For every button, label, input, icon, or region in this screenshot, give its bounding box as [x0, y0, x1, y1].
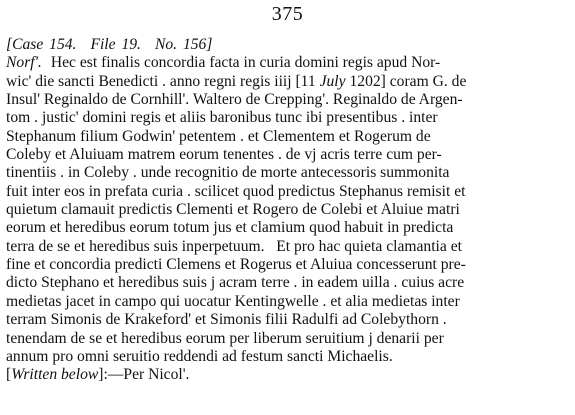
text-line: tinentiis . in Coleby . unde recognitio de morte antecessoris summonita — [6, 164, 450, 182]
text-line: tom . justic' domini regis et aliis baronibus tunc ibi presentibus . inter — [6, 109, 438, 127]
text-line: Stephanum filium Godwin' petentem . et Clementem et Rogerum de — [6, 127, 431, 145]
text-line: terram Simonis de Krakeford' et Simonis filii Radulfi ad Colebythorn . — [6, 311, 447, 329]
document-text — [6, 36, 566, 385]
text-line: terra de se et heredibus suis inperpetuum. Et pro hac quieta clamantia et — [6, 237, 462, 255]
county-label: Norf'. — [6, 54, 42, 72]
text-line: fine et concordia predicti Clemens et Rogerus et Aluiua concesserunt pre- — [6, 256, 466, 274]
text-line: tenendam de se et heredibus eorum per liberum seruitium j denarii per — [6, 329, 444, 347]
file-label: File 19. — [90, 36, 141, 53]
open-bracket: [ — [6, 36, 13, 53]
text-line: eorum et heredibus eorum totum jus et clamium quod habuit in predicta — [6, 219, 454, 237]
footer-line — [6, 366, 566, 384]
footer-open-bracket: [ — [6, 366, 12, 384]
text-line-1 — [6, 54, 566, 72]
text-line: dicto Stephano et heredibus suis j acram terre . in eadem uilla . cuius acre — [6, 274, 465, 292]
case-header — [6, 36, 566, 54]
footer-signature: :—Per Nicol'. — [103, 366, 190, 384]
first-line-text: Hec est finalis concordia facta in curia domini regis apud Nor- — [50, 54, 441, 72]
text-line: Coleby et Aluiuam matrem eorum tenentes . de vj acris terre cum per- — [6, 146, 442, 164]
text-line: medietas jacet in campo qui uocatur Kentingwelle . et alia medietas inter — [6, 292, 460, 310]
page-number: 375 — [271, 3, 304, 25]
line-2-after: 1202] coram G. de — [345, 72, 467, 90]
footer-close-bracket: ] — [98, 366, 104, 384]
text-line-2 — [6, 73, 566, 91]
no-label: No. 156] — [154, 36, 213, 53]
line-2-before: wic' die sancti Benedicti . anno regni regis iiij [11 — [6, 72, 320, 90]
text-line: annum pro omni seruitio reddendi ad festum sancti Michaelis. — [6, 347, 393, 365]
case-label: Case 154. — [12, 36, 77, 53]
text-line: Insul' Reginaldo de Cornhill'. Waltero de Crepping'. Reginaldo de Argen- — [6, 91, 463, 109]
written-below-label: Written below — [11, 366, 99, 384]
date-month: July — [319, 72, 346, 90]
text-line: fuit inter eos in prefata curia . scilicet quod predictus Stephanus remisit et — [6, 182, 466, 200]
text-line: quietum clamauit predictis Clementi et Rogero de Colebi et Aluiue matri — [6, 201, 460, 219]
